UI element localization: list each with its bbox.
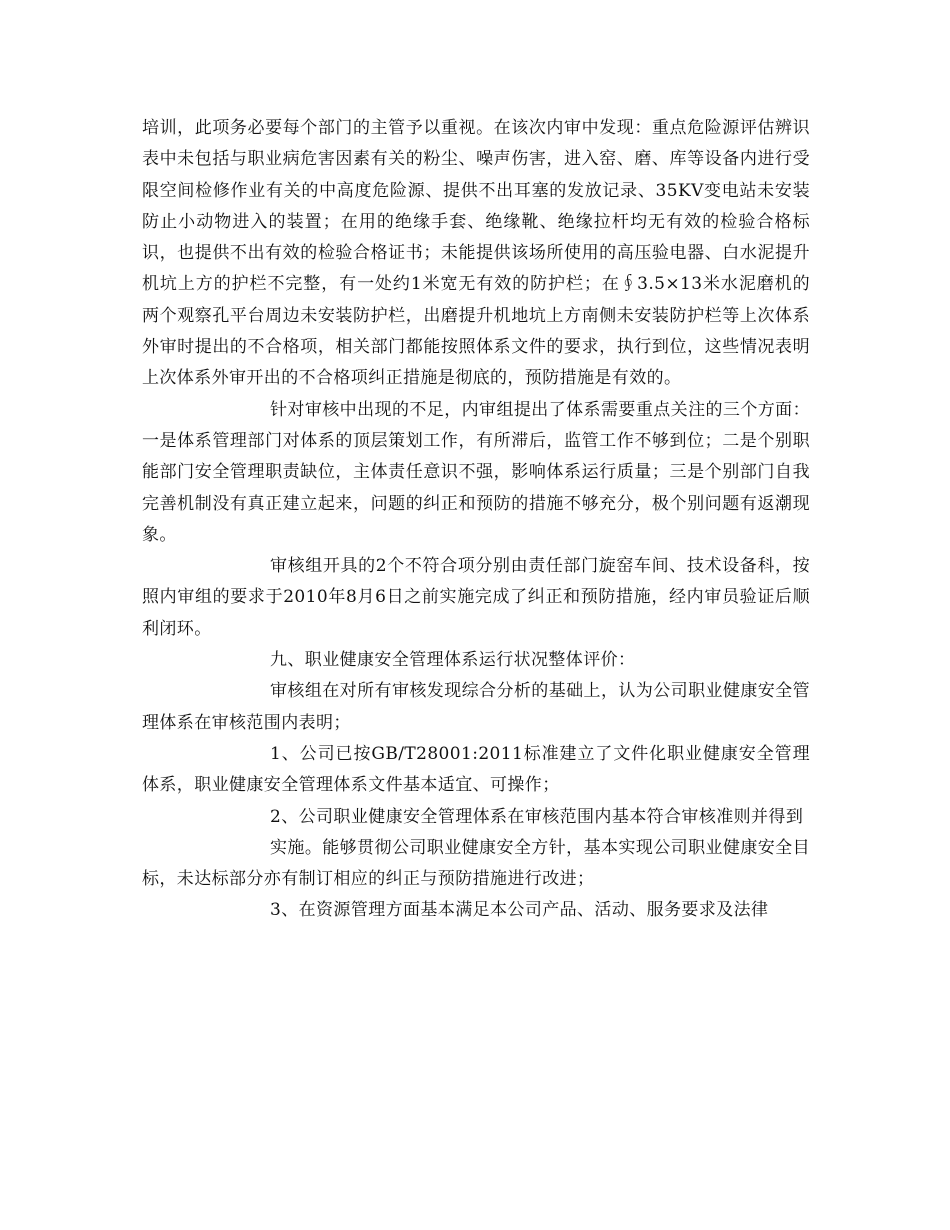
paragraph-focus-areas: 针对审核中出现的不足，内审组提出了体系需要重点关注的三个方面：一是体系管理部门对体系的顶层策划工作，有所滞后，监管工作不够到位；二是个别职能部门安全管理职责缺位，主体责任意识不强，影响体系运行质量；三是个别部门自我完善机制没有真正建立起来，问题的纠正和预防的措施不够充分，极个别问题有返潮现象。 [142, 399, 810, 545]
paragraph-audit-findings: 培训，此项务必要每个部门的主管予以重视。在该次内审中发现：重点危险源评估辨识表中未包括与职业病危害因素有关的粉尘、噪声伤害，进入窑、磨、库等设备内进行受限空间检修作业有关的中高度危险源、提供不出耳塞的发放记录、35KV变电站未安装防止小动物进入的装置；在用的绝缘手套、绝缘靴、绝缘拉杆均无有效的检验合格标识，也提供不出有效的检验合格证书；未能提供该场所使用的高压验电器、白水泥提升机坑上方的护栏不完整，有一处约1米宽无有效的防护栏；在∮3.5×13米水泥磨机的两个观察孔平台周边未安装防护栏，出磨提升机地坑上方南侧未安装防护栏等上次体系外审时提出的不合格项，相关部门都能按照体系文件的要求，执行到位，这些情况表明上次体系外审开出的不合格项纠正措施是彻底的，预防措施是有效的。 [142, 118, 810, 389]
paragraph-evaluation-intro: 审核组在对所有审核发现综合分析的基础上，认为公司职业健康安全管理体系在审核范围内表明； [142, 681, 810, 733]
list-item-3: 3、在资源管理方面基本满足本公司产品、活动、服务要求及法律 [270, 900, 769, 921]
list-item-1: 1、公司已按GB/T28001:2011标准建立了文件化职业健康安全管理体系，职业健康安全管理体系文件基本适宜、可操作； [142, 743, 810, 796]
section-heading-overall-evaluation: 九、职业健康安全管理体系运行状况整体评价： [270, 650, 636, 671]
list-item-2: 2、公司职业健康安全管理体系在审核范围内基本符合审核准则并得到 [270, 806, 804, 827]
document-body [142, 113, 810, 927]
paragraph-nonconformities-closed: 审核组开具的2个不符合项分别由责任部门旋窑车间、技术设备科，按照内审组的要求于2010年8月6日之前实施完成了纠正和预防措施，经内审员验证后顺利闭环。 [142, 556, 810, 639]
list-item-2-continued: 实施。能够贯彻公司职业健康安全方针，基本实现公司职业健康安全目标，未达标部分亦有制订相应的纠正与预防措施进行改进； [142, 837, 810, 890]
